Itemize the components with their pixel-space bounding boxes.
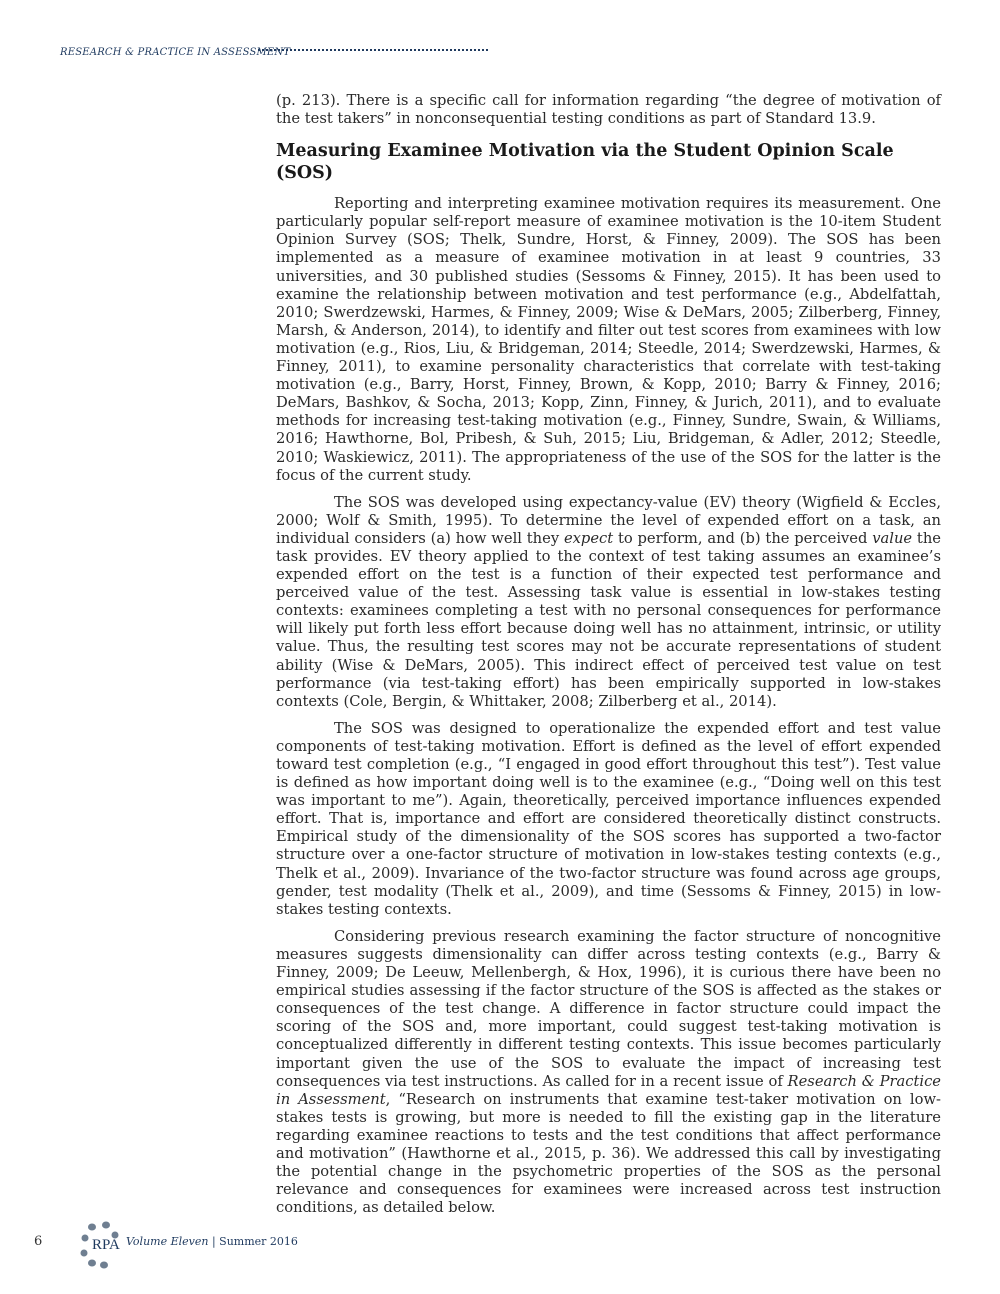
paragraph-2-text-a: The SOS was developed using expectancy-value (EV) theory (Wigfield & Eccles, 2000; Wolf & Smith, 1995). To determine the level of expended effort on a task, an individual considers (a) how well they [276,493,941,547]
running-head-dotted-rule [258,49,488,51]
paragraph-4 [276,928,941,1218]
paragraph-1: Reporting and interpreting examinee motivation requires its measurement. One particularly popular self-report measure of examinee motivation is the 10-item Student Opinion Survey (SOS; Thelk, Sundre, Horst, & Finney, 2009). The SOS has been implemented as a measure of examinee motivation in at least 9 countries, 33 universities, and 30 published studies (Sessoms & Finney, 2015). It has been used to examine the relationship between motivation and test performance (e.g., Abdelfattah, 2010; Swerdzewski, Harmes, & Finney, 2009; Wise & DeMars, 2005; Zilberberg, Finney, Marsh, & Anderson, 2014), to identify and filter out test scores from examinees with low motivation (e.g., Rios, Liu, & Bridgeman, 2014; Steedle, 2014; Swerdzewski, Harmes, & Finney, 2011), to examine personality characteristics that correlate with test-taking motivation (e.g., Barry, Horst, Finney, Brown, & Kopp, 2010; Barry & Finney, 2016; DeMars, Bashkov, & Socha, 2013; Kopp, Zinn, Finney, & Jurich, 2011), and to evaluate methods for increasing test-taking motivation (e.g., Finney, Sundre, Swain, & Williams, 2016; Hawthorne, Bol, Pribesh, & Suh, 2015; Liu, Bridgeman, & Adler, 2012; Steedle, 2010; Waskiewicz, 2011). The appropriateness of the use of the SOS for the latter is the focus of the current study. [276,195,941,484]
running-head: RESEARCH & PRACTICE IN ASSESSMENT [60,47,291,58]
emphasis-expect: expect [563,529,614,547]
footer-separator: | [208,1235,220,1248]
volume-label: Volume Eleven [126,1235,209,1248]
paragraph-2-text-e: the task provides. EV theory applied to the context of test taking assumes an examinee’s expended effort on the test is a function of their expected test performance and perceived value of the test. Assessing task value is essential in low-stakes testing contexts: examinees completing a test with no personal consequences for performance will likely put forth less effort because doing well has no attainment, intrinsic, or utility value. Thus, the resulting test scores may not be accurate representations of student ability (Wise & DeMars, 2005). This indirect effect of perceived test value on test performance (via test-taking effort) has been empirically supported in low-stakes contexts (Cole, Bergin, & Whittaker, 2008; Zilberberg et al., 2014). [276,529,941,710]
page-footer [34,1220,334,1270]
emphasis-value: value [872,529,913,547]
issue-info [126,1235,298,1248]
issue-label: Summer 2016 [219,1235,298,1248]
paragraph-4-text-a: Considering previous research examining the factor structure of noncognitive measures suggests dimensionality can differ across testing contexts (e.g., Barry & Finney, 2009; De Leeuw, Mellenbergh, & Hox, 1996), it is curious there have been no empirical studies assessing if the factor structure of the SOS is affected as the stakes or consequences of the test change. A difference in factor structure could impact the scoring of the SOS and, more important, could suggest test-taking motivation is conceptualized differently in different testing contexts. This issue becomes particularly important given the use of the SOS to evaluate the impact of increasing test consequences via test instructions. As called for in a recent issue of [276,927,941,1090]
paragraph-2-text-c: to perform, and (b) the perceived [613,529,873,547]
paragraph-continued: (p. 213). There is a specific call for information regarding “the degree of motivation of the test takers” in nonconsequential testing conditions as part of Standard 13.9. [276,92,941,128]
paragraph-4-text-c: , “Research on instruments that examine test-taker motivation on low-stakes tests is growing, but more is needed to fill the existing gap in the literature regarding examinee reactions to tests and the test conditions that affect performance and motivation” (Hawthorne et al., 2015, p. 36). We addressed this call by investigating the potential change in the psychometric properties of the SOS as the personal relevance and consequences for examinees were increased across test instruction conditions, as detailed below. [276,1090,941,1217]
section-heading: Measuring Examinee Motivation via the Student Opinion Scale (SOS) [276,141,894,184]
paragraph-2 [276,494,941,711]
journal-title-italic: Research & Practice in Assessment [276,1072,941,1108]
paragraph-3: The SOS was designed to operationalize the expended effort and test value components of test-taking motivation. Effort is defined as the level of effort expended toward test completion (e.g., “I engaged in good effort throughout this test”). Test value is defined as how important doing well is to the examinee (e.g., “Doing well on this test was important to me”). Again, theoretically, perceived importance influences expended effort. That is, importance and effort are considered theoretically distinct constructs. Empirical study of the dimensionality of the SOS scores has supported a two-factor structure over a one-factor structure of motivation in low-stakes testing contexts (e.g., Thelk et al., 2009). Invariance of the two-factor structure was found across age groups, gender, test modality (Thelk et al., 2009), and time (Sessoms & Finney, 2015) in low-stakes testing contexts. [276,719,941,918]
article-body [276,92,941,1217]
page-number: 6 [34,1234,43,1249]
logo-text: RPA [92,1237,120,1253]
